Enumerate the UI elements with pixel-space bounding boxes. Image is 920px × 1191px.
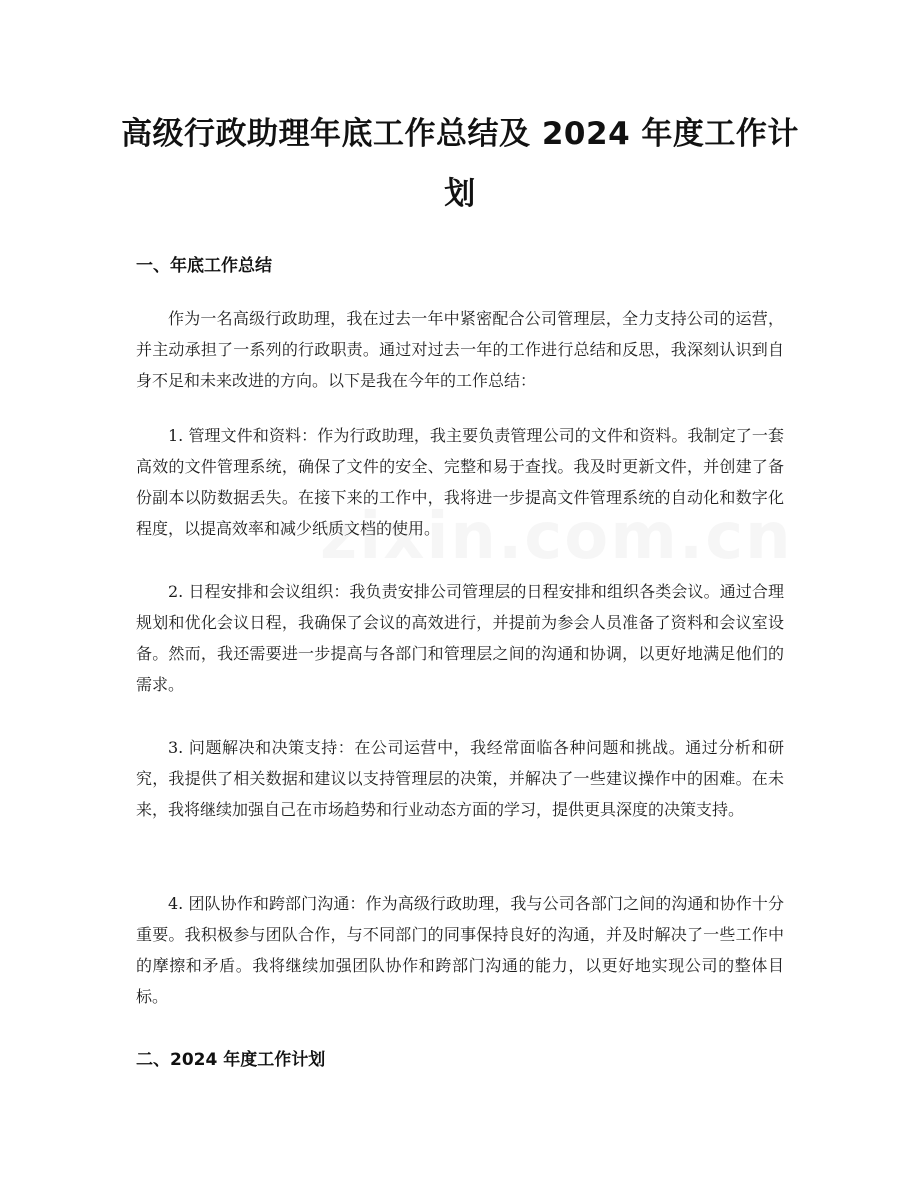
paragraph-schedule-meetings: 2. 日程安排和会议组织：我负责安排公司管理层的日程安排和组织各类会议。通过合理规划和优化会议日程，我确保了会议的高效进行，并提前为参会人员准备了资料和会议室设备。然而，我还需要进一步提高与各部门和管理层之间的沟通和协调，以更好地满足他们的需求。 — [136, 582, 784, 694]
paragraph-file-management: 1. 管理文件和资料：作为行政助理，我主要负责管理公司的文件和资料。我制定了一套高效的文件管理系统，确保了文件的安全、完整和易于查找。我及时更新文件，并创建了备份副本以防数据丢失。在接下来的工作中，我将进一步提高文件管理系统的自动化和数字化程度，以提高效率和减少纸质文档的使用。 — [136, 426, 784, 538]
intro-paragraph: 作为一名高级行政助理，我在过去一年中紧密配合公司管理层，全力支持公司的运营，并主动承担了一系列的行政职责。通过对过去一年的工作进行总结和反思，我深刻认识到自身不足和未来改进的方向。以下是我在今年的工作总结： — [136, 309, 784, 390]
paragraph-decision-support: 3. 问题解决和决策支持：在公司运营中，我经常面临各种问题和挑战。通过分析和研究，我提供了相关数据和建议以支持管理层的决策，并解决了一些建议操作中的困难。在未来，我将继续加强自己在市场趋势和行业动态方面的学习，提供更具深度的决策支持。 — [136, 738, 784, 819]
section-heading-plan: 二、2024 年度工作计划 — [136, 1050, 326, 1070]
document-title: 高级行政助理年底工作总结及 2024 年度工作计划 — [121, 116, 799, 212]
paragraph-teamwork: 4. 团队协作和跨部门沟通：作为高级行政助理，我与公司各部门之间的沟通和协作十分重要。我积极参与团队合作，与不同部门的同事保持良好的沟通，并及时解决了一些工作中的摩擦和矛盾。我将继续加强团队协作和跨部门沟通的能力，以更好地实现公司的整体目标。 — [136, 894, 784, 1006]
section-heading-summary: 一、年底工作总结 — [136, 256, 272, 276]
